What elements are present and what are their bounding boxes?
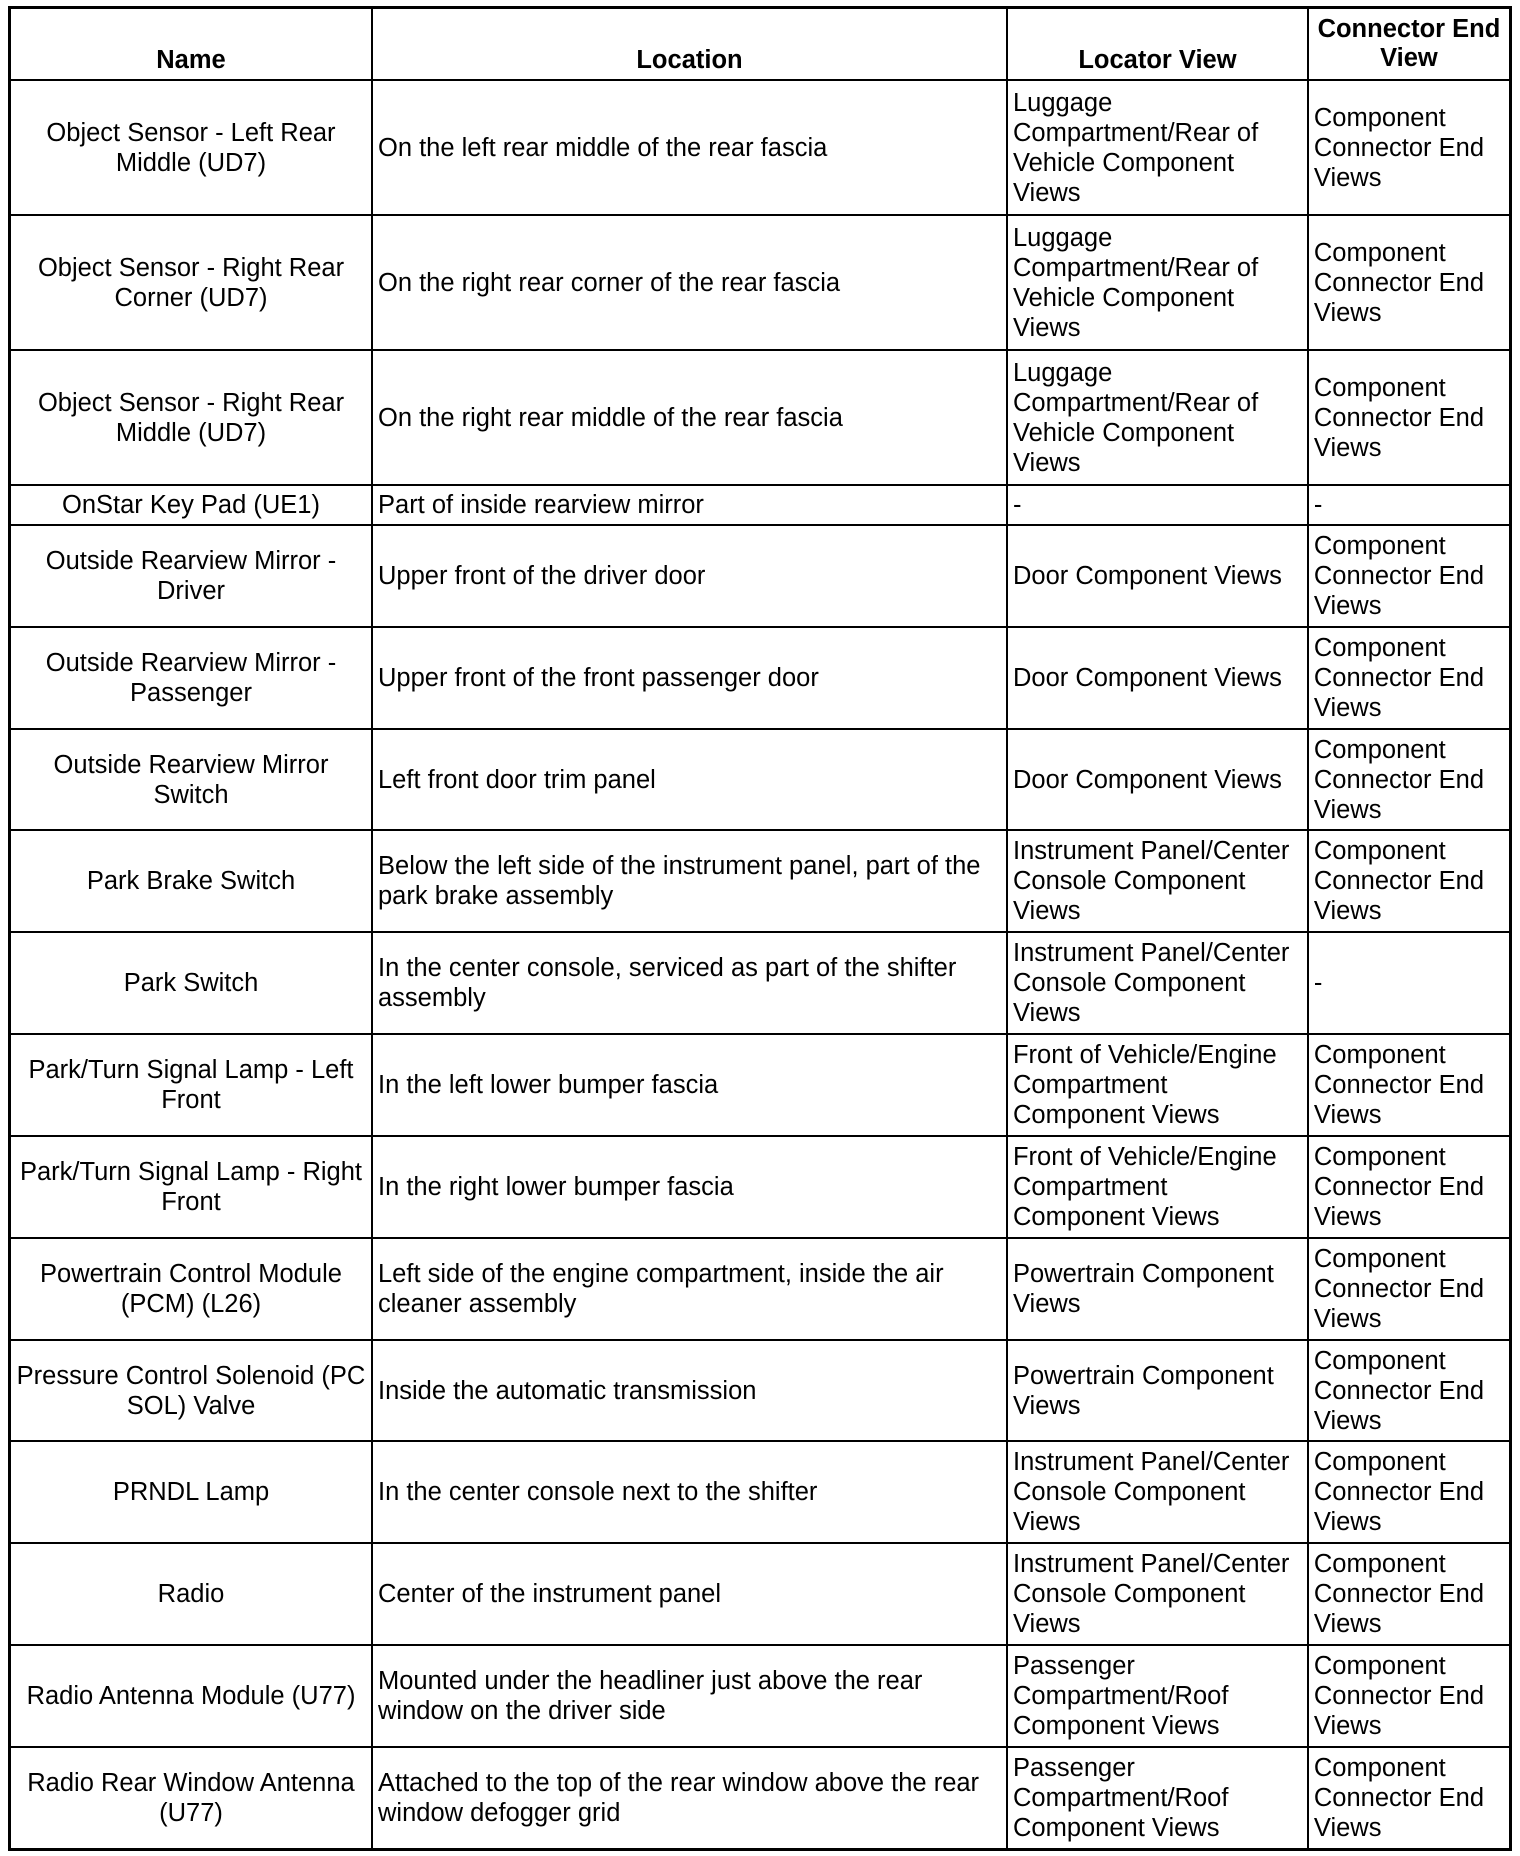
table-row [10, 1238, 1511, 1340]
cell-locator-view: - [1007, 485, 1308, 525]
cell-locator-view: Luggage Compartment/Rear of Vehicle Component Views [1007, 80, 1308, 215]
cell-location: In the center console, serviced as part of the shifter assembly [372, 932, 1007, 1034]
cell-connector-end-view: - [1308, 932, 1511, 1034]
cell-locator-view: Powertrain Component Views [1007, 1340, 1308, 1442]
table-row [10, 1543, 1511, 1645]
cell-name: PRNDL Lamp [10, 1441, 373, 1543]
cell-locator-view: Front of Vehicle/Engine Compartment Component Views [1007, 1136, 1308, 1238]
cell-connector-end-view: Component Connector End Views [1308, 525, 1511, 627]
table-body [10, 80, 1511, 1850]
cell-connector-end-view: Component Connector End Views [1308, 627, 1511, 729]
table-row [10, 215, 1511, 350]
table-row [10, 627, 1511, 729]
cell-name: Object Sensor - Right Rear Middle (UD7) [10, 350, 373, 485]
table-row [10, 1136, 1511, 1238]
cell-locator-view: Instrument Panel/Center Console Component Views [1007, 830, 1308, 932]
table-row [10, 350, 1511, 485]
cell-name: Object Sensor - Left Rear Middle (UD7) [10, 80, 373, 215]
cell-connector-end-view: Component Connector End Views [1308, 1441, 1511, 1543]
cell-connector-end-view: Component Connector End Views [1308, 1340, 1511, 1442]
cell-location: Upper front of the front passenger door [372, 627, 1007, 729]
column-header-locator-view: Locator View [1007, 8, 1308, 81]
cell-name: Powertrain Control Module (PCM) (L26) [10, 1238, 373, 1340]
table-row [10, 932, 1511, 1034]
cell-name: Park Brake Switch [10, 830, 373, 932]
cell-location: Inside the automatic transmission [372, 1340, 1007, 1442]
cell-name: Park Switch [10, 932, 373, 1034]
cell-location: On the left rear middle of the rear fascia [372, 80, 1007, 215]
cell-name: Park/Turn Signal Lamp - Right Front [10, 1136, 373, 1238]
table-row [10, 485, 1511, 525]
cell-connector-end-view: Component Connector End Views [1308, 1238, 1511, 1340]
cell-connector-end-view: Component Connector End Views [1308, 1543, 1511, 1645]
cell-location: Upper front of the driver door [372, 525, 1007, 627]
cell-connector-end-view: Component Connector End Views [1308, 1747, 1511, 1850]
cell-locator-view: Instrument Panel/Center Console Component Views [1007, 1543, 1308, 1645]
table-row [10, 830, 1511, 932]
cell-connector-end-view: Component Connector End Views [1308, 1034, 1511, 1136]
cell-connector-end-view: Component Connector End Views [1308, 1645, 1511, 1747]
cell-name: Object Sensor - Right Rear Corner (UD7) [10, 215, 373, 350]
cell-location: Left side of the engine compartment, inside the air cleaner assembly [372, 1238, 1007, 1340]
cell-location: Part of inside rearview mirror [372, 485, 1007, 525]
cell-locator-view: Luggage Compartment/Rear of Vehicle Component Views [1007, 215, 1308, 350]
cell-locator-view: Door Component Views [1007, 525, 1308, 627]
table-row [10, 80, 1511, 215]
cell-connector-end-view: Component Connector End Views [1308, 830, 1511, 932]
cell-location: In the right lower bumper fascia [372, 1136, 1007, 1238]
cell-connector-end-view: Component Connector End Views [1308, 1136, 1511, 1238]
table-row [10, 1645, 1511, 1747]
cell-name: Radio Rear Window Antenna (U77) [10, 1747, 373, 1850]
cell-location: Mounted under the headliner just above the rear window on the driver side [372, 1645, 1007, 1747]
component-location-table [8, 6, 1512, 1851]
cell-name: Radio Antenna Module (U77) [10, 1645, 373, 1747]
cell-location: On the right rear middle of the rear fascia [372, 350, 1007, 485]
cell-name: Outside Rearview Mirror - Passenger [10, 627, 373, 729]
cell-name: Outside Rearview Mirror Switch [10, 729, 373, 831]
column-header-connector-end-view: Connector End View [1308, 8, 1511, 81]
cell-location: Below the left side of the instrument panel, part of the park brake assembly [372, 830, 1007, 932]
cell-locator-view: Instrument Panel/Center Console Component Views [1007, 932, 1308, 1034]
column-header-name: Name [10, 8, 373, 81]
cell-name: OnStar Key Pad (UE1) [10, 485, 373, 525]
cell-connector-end-view: Component Connector End Views [1308, 80, 1511, 215]
cell-connector-end-view: Component Connector End Views [1308, 215, 1511, 350]
cell-name: Outside Rearview Mirror - Driver [10, 525, 373, 627]
cell-name: Park/Turn Signal Lamp - Left Front [10, 1034, 373, 1136]
cell-location: On the right rear corner of the rear fascia [372, 215, 1007, 350]
cell-locator-view: Door Component Views [1007, 729, 1308, 831]
cell-locator-view: Passenger Compartment/Roof Component Views [1007, 1747, 1308, 1850]
cell-location: Left front door trim panel [372, 729, 1007, 831]
table-row [10, 1034, 1511, 1136]
cell-locator-view: Door Component Views [1007, 627, 1308, 729]
cell-locator-view: Front of Vehicle/Engine Compartment Component Views [1007, 1034, 1308, 1136]
table-row [10, 1747, 1511, 1850]
table-header-row [10, 8, 1511, 81]
cell-location: Center of the instrument panel [372, 1543, 1007, 1645]
table-row [10, 525, 1511, 627]
cell-location: In the left lower bumper fascia [372, 1034, 1007, 1136]
cell-connector-end-view: Component Connector End Views [1308, 350, 1511, 485]
cell-locator-view: Passenger Compartment/Roof Component Views [1007, 1645, 1308, 1747]
cell-name: Pressure Control Solenoid (PC SOL) Valve [10, 1340, 373, 1442]
cell-name: Radio [10, 1543, 373, 1645]
cell-connector-end-view: - [1308, 485, 1511, 525]
cell-locator-view: Instrument Panel/Center Console Component Views [1007, 1441, 1308, 1543]
column-header-location: Location [372, 8, 1007, 81]
table-row [10, 1340, 1511, 1442]
cell-location: Attached to the top of the rear window above the rear window defogger grid [372, 1747, 1007, 1850]
table-row [10, 1441, 1511, 1543]
table-row [10, 729, 1511, 831]
cell-location: In the center console next to the shifter [372, 1441, 1007, 1543]
cell-locator-view: Powertrain Component Views [1007, 1238, 1308, 1340]
cell-locator-view: Luggage Compartment/Rear of Vehicle Component Views [1007, 350, 1308, 485]
cell-connector-end-view: Component Connector End Views [1308, 729, 1511, 831]
